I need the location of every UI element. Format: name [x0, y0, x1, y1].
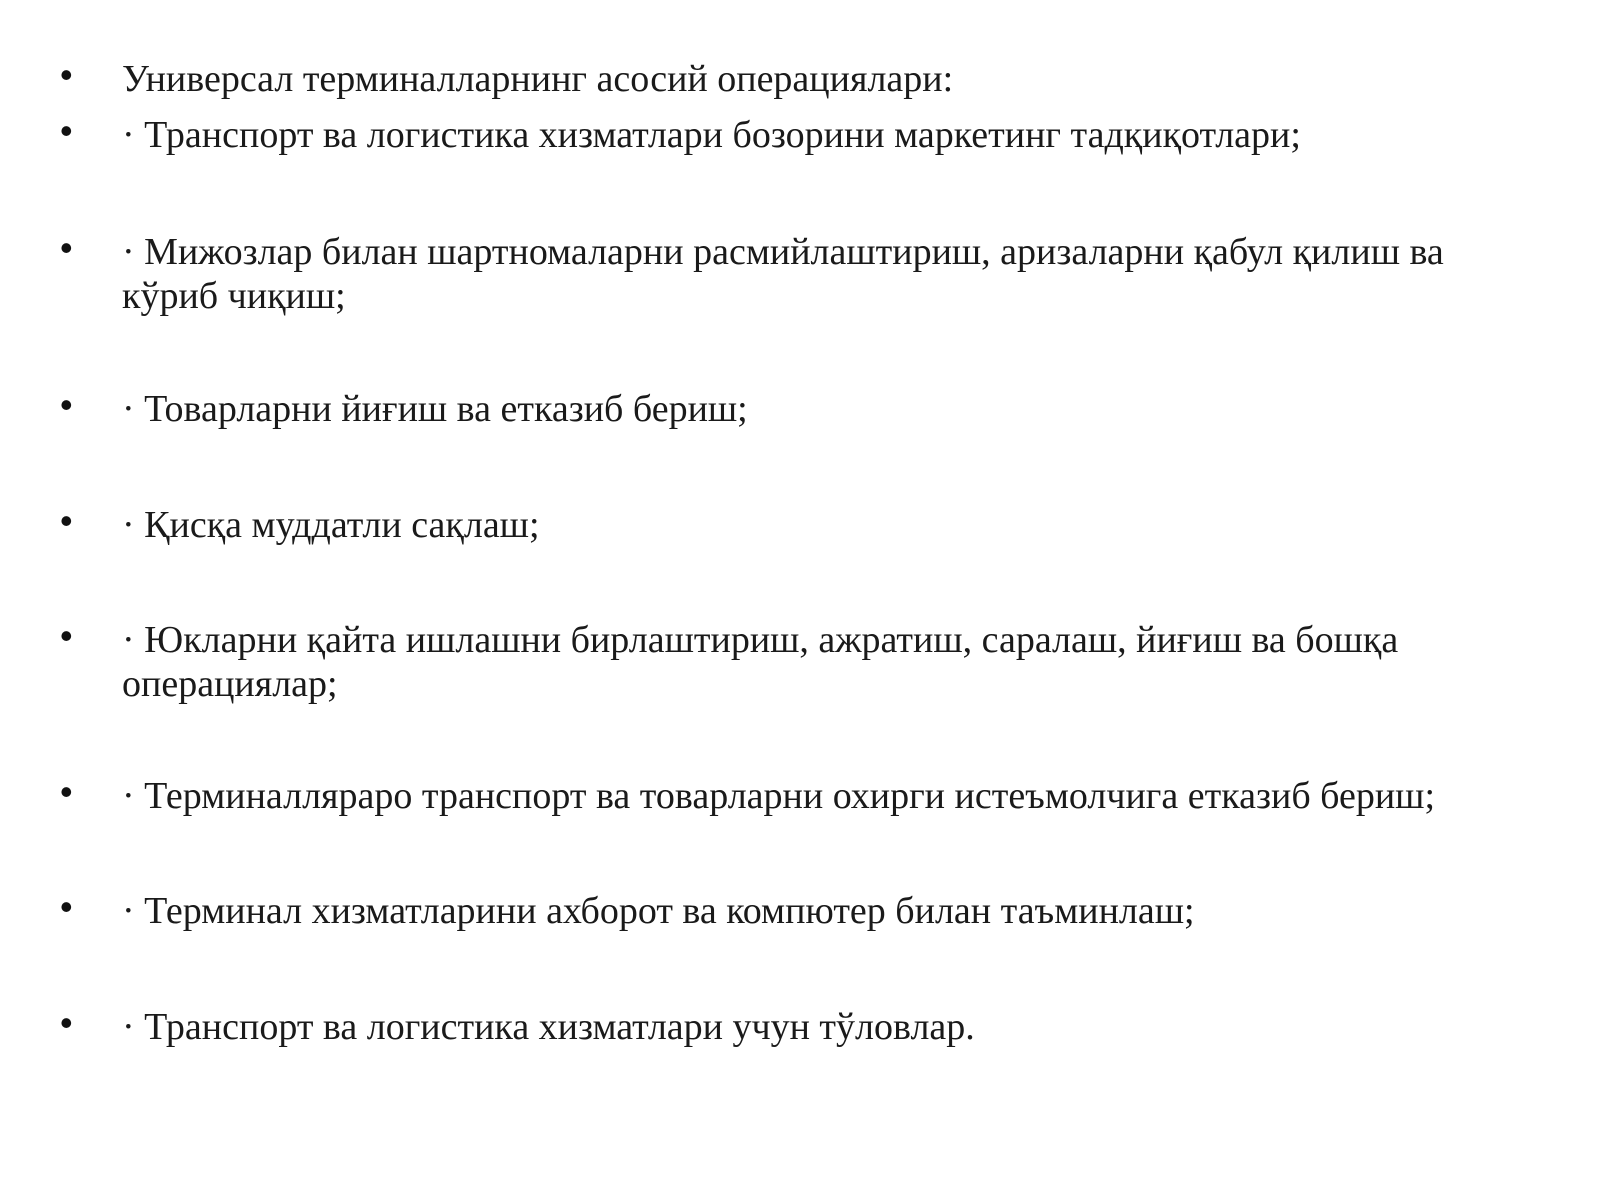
list-item-text: · Қисқа муддатли сақлаш; — [122, 504, 540, 546]
list-item-text: · Терминал хизматларини ахборот ва компютер билан таъминлаш; — [122, 890, 1195, 932]
list-item-text: · Терминалляраро транспорт ва товарларни охирги истеъмолчига етказиб бериш; — [122, 775, 1436, 817]
list-item-text: · Транспорт ва логистика хизматлари бозорини маркетинг тадқиқотлари; — [122, 114, 1301, 156]
bullet-icon: • — [60, 500, 73, 541]
bullet-icon: • — [60, 886, 73, 927]
bullet-icon: • — [60, 110, 73, 151]
bullet-icon: • — [60, 1002, 73, 1043]
list-item-text: · Мижозлар билан шартномаларни расмийлаштириш, аризаларни қабул қилиш ва кўриб чиқиш; — [122, 231, 1444, 317]
list-item-text: · Транспорт ва логистика хизматлари учун тўловлар. — [122, 1006, 975, 1048]
list-item-text: · Товарларни йиғиш ва етказиб бериш; — [122, 388, 748, 430]
bullet-icon: • — [60, 771, 73, 812]
list-item-text: · Юкларни қайта ишлашни бирлаштириш, ажратиш, саралаш, йиғиш ва бошқа операциялар; — [122, 619, 1399, 705]
bullet-icon: • — [60, 54, 73, 95]
bullet-icon: • — [60, 384, 73, 425]
bullet-icon: • — [60, 227, 73, 268]
bullet-icon: • — [60, 615, 73, 656]
list-item-text: Универсал терминалларнинг асосий операциялари: — [122, 58, 954, 100]
